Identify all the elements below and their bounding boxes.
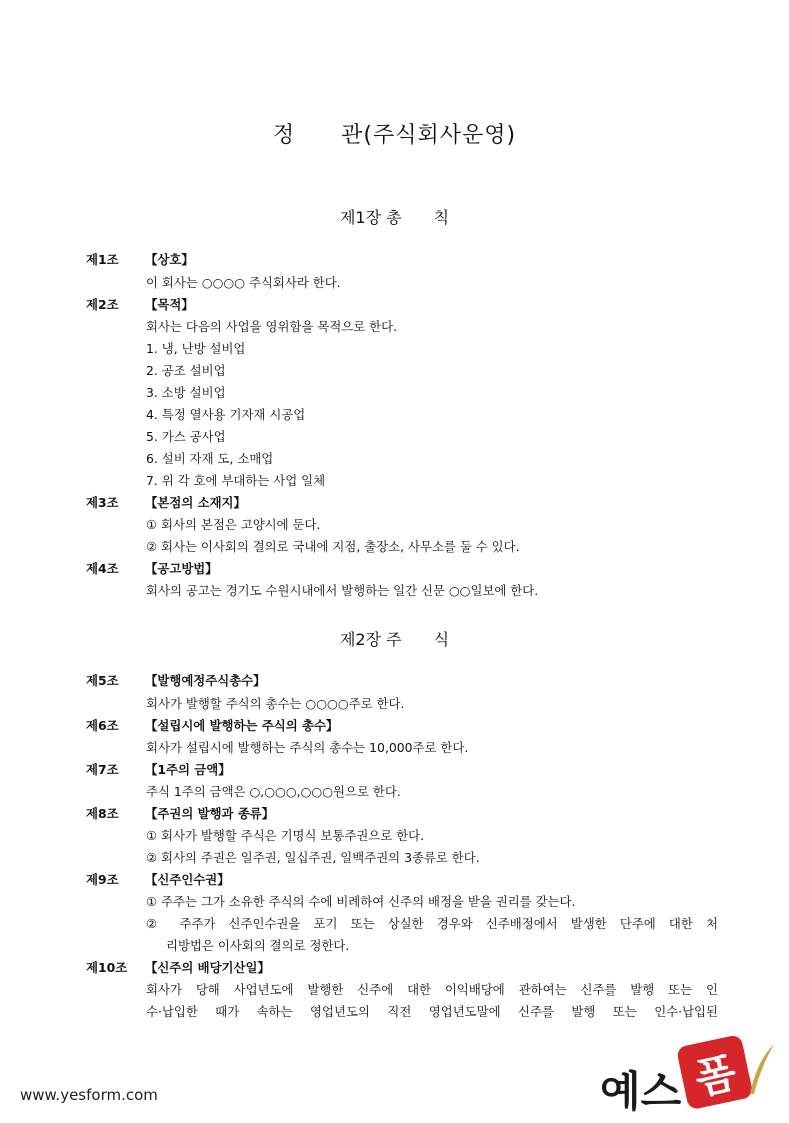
list-item: 5. 가스 공사업	[146, 429, 226, 444]
article-title: 【본점의 소재지】	[145, 495, 246, 510]
article-text: ② 회사의 주권은 일주권, 일십주권, 일백주권의 3종류로 한다.	[146, 850, 480, 865]
article-text: ② 회사는 이사회의 결의로 국내에 지점, 출장소, 사무소를 둘 수 있다.	[146, 539, 520, 554]
list-item: 6. 설비 자재 도, 소매업	[146, 451, 274, 466]
article-text: ① 회사의 본점은 고양시에 둔다.	[146, 517, 321, 532]
article-number: 제10조	[86, 960, 128, 975]
article-text: 리방법은 이사회의 결의로 정한다.	[166, 938, 350, 953]
list-item: 3. 소방 설비업	[146, 385, 226, 400]
article-title: 【발행예정주식총수】	[145, 673, 266, 688]
article-number: 제7조	[86, 762, 119, 777]
logo-text-form: 폼	[690, 1047, 741, 1104]
article-number: 제5조	[86, 673, 119, 688]
yesform-logo	[598, 1028, 778, 1113]
article-title: 【설립시에 발행하는 주식의 총수】	[145, 718, 339, 733]
chapter-1-title: 제1장 총 칙	[339, 208, 450, 227]
article-text: 회사가 발행할 주식의 총수는 ○○○○주로 한다.	[146, 696, 405, 711]
article-text: ② 주주가 신주인수권을 포기 또는 상실한 경우와 신주배정에서 발생한 단주에 대한 처	[146, 916, 718, 931]
article-text: ① 주주는 그가 소유한 주식의 수에 비례하여 신주의 배정을 받을 권리를 갖는다.	[146, 894, 576, 909]
article-title: 【신주의 배당기산일】	[145, 960, 270, 975]
quill-icon	[750, 1044, 774, 1094]
article-number: 제4조	[86, 561, 119, 576]
article-text: 회사의 공고는 경기도 수원시내에서 발행하는 일간 신문 ○○일보에 한다.	[146, 583, 539, 598]
article-title: 【상호】	[145, 252, 194, 267]
list-item: 4. 특정 열사용 기자재 시공업	[146, 407, 306, 422]
site-url: www.yesform.com	[20, 1086, 158, 1104]
article-text: 회사가 당해 사업년도에 발행한 신주에 대한 이익배당에 관하여는 신주를 발행 또는 인	[146, 982, 718, 997]
article-number: 제6조	[86, 718, 119, 733]
list-item: 7. 위 각 호에 부대하는 사업 일체	[146, 473, 326, 488]
article-text: 수·납입한 때가 속하는 영업년도의 직전 영업년도말에 신주를 발행 또는 인수·납입된	[146, 1004, 718, 1019]
article-text: 회사가 설립시에 발행하는 주식의 총수는 10,000주로 한다.	[146, 740, 469, 755]
list-item: 1. 냉, 난방 설비업	[146, 341, 246, 356]
logo-text-yes: 예스	[600, 1067, 682, 1113]
article-number: 제3조	[86, 495, 119, 510]
article-title: 【목적】	[145, 297, 194, 312]
article-title: 【1주의 금액】	[145, 762, 231, 777]
chapter-2-title: 제2장 주 식	[339, 630, 450, 649]
document-title: 정 관(주식회사운영)	[272, 123, 517, 148]
article-number: 제9조	[86, 872, 119, 887]
article-title: 【주권의 발행과 종류】	[145, 806, 275, 821]
article-text: 회사는 다음의 사업을 영위함을 목적으로 한다.	[146, 319, 398, 334]
article-text: 주식 1주의 금액은 ○,○○○,○○○원으로 한다.	[146, 784, 401, 799]
list-item: 2. 공조 설비업	[146, 363, 226, 378]
article-number: 제8조	[86, 806, 119, 821]
article-text: ① 회사가 발행할 주식은 기명식 보통주권으로 한다.	[146, 828, 425, 843]
article-number: 제2조	[86, 297, 119, 312]
article-number: 제1조	[86, 252, 119, 267]
article-title: 【신주인수권】	[145, 872, 230, 887]
article-text: 이 회사는 ○○○○ 주식회사라 한다.	[146, 275, 341, 290]
article-title: 【공고방법】	[145, 561, 218, 576]
